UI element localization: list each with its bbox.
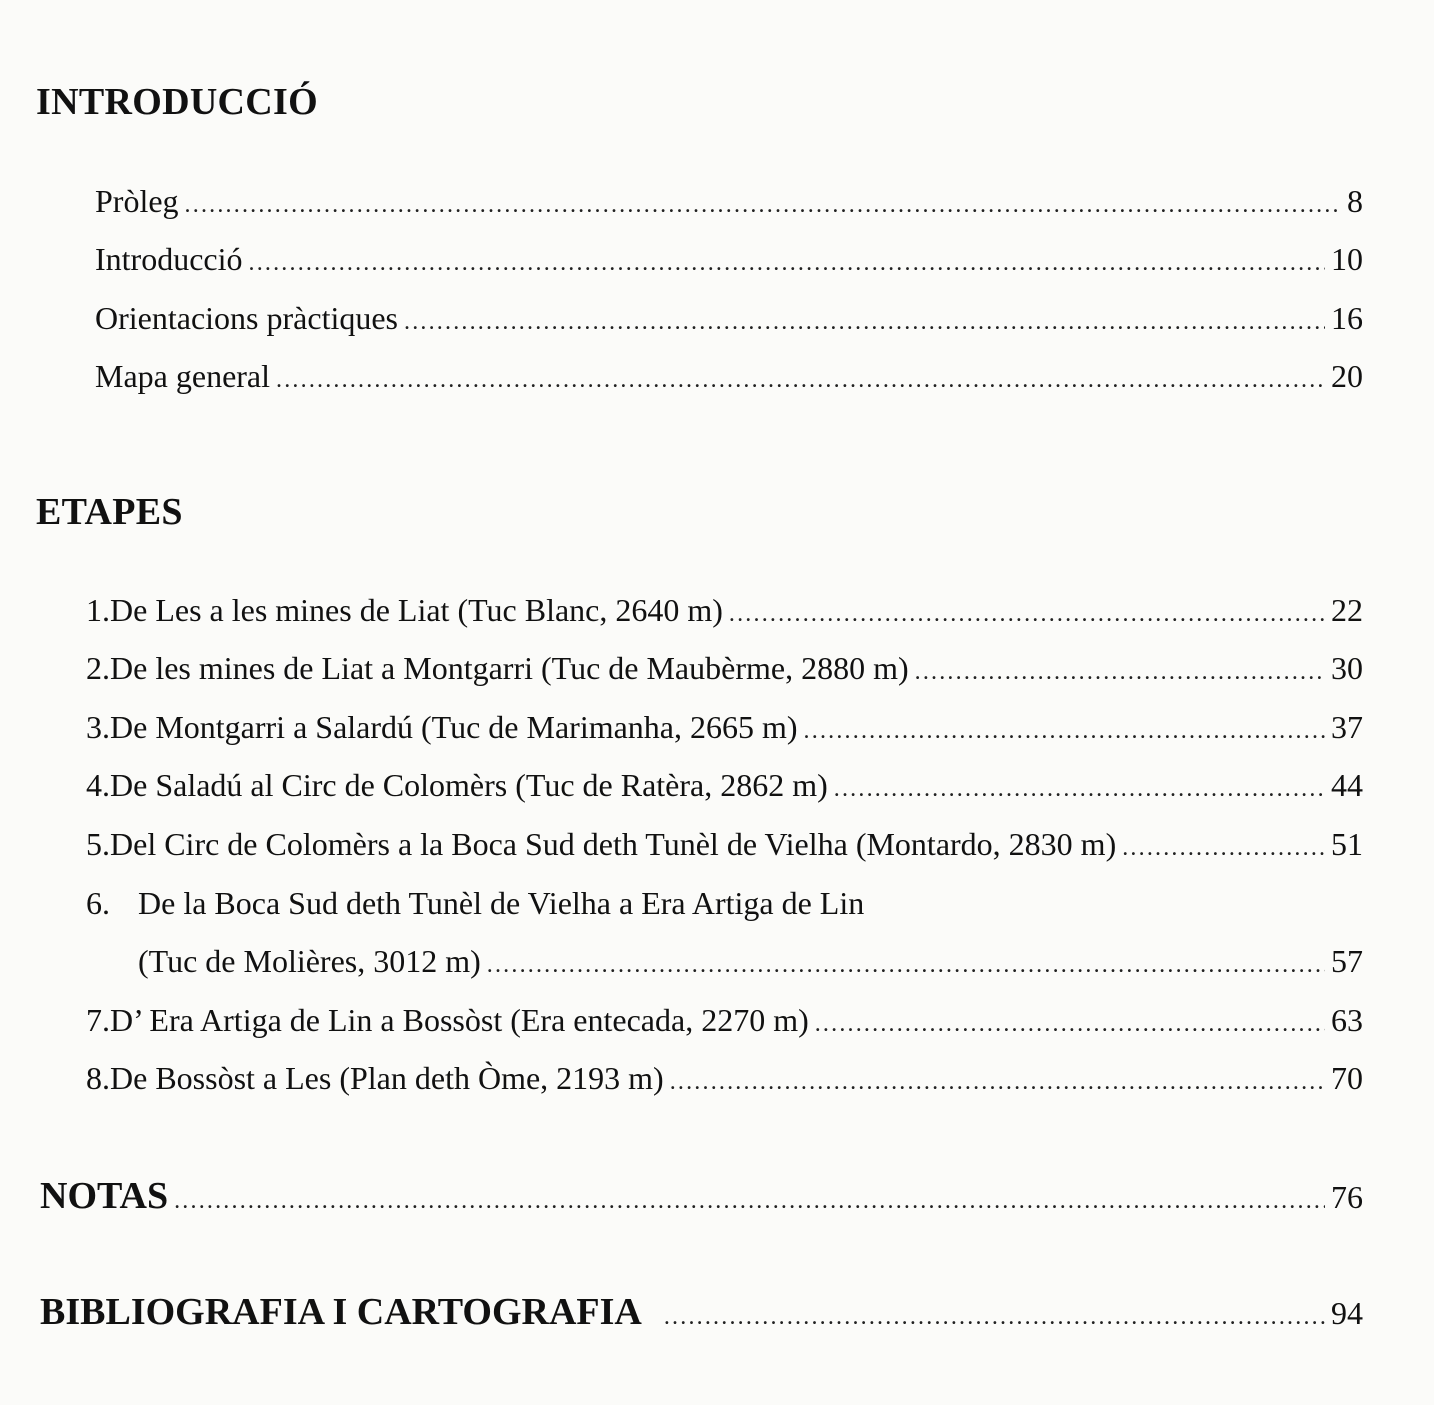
toc-entry-number: 1.	[86, 592, 110, 628]
toc-entry-label: De les mines de Liat a Montgarri (Tuc de Maubèrme, 2880 m)	[110, 650, 909, 686]
toc-entry-label: De la Boca Sud deth Tunèl de Vielha a Era Artiga de Lin	[138, 885, 865, 921]
toc-entry-orientacions[interactable]	[95, 300, 1363, 337]
section-title-bibliografia: BIBLIOGRAFIA I CARTOGRAFIA	[40, 1291, 642, 1333]
toc-entry-number: 5.	[86, 826, 110, 862]
leader-dots	[276, 368, 1325, 392]
toc-entry-label: De Bossòst a Les (Plan deth Òme, 2193 m)	[110, 1060, 664, 1096]
toc-entry-page: 76	[1331, 1179, 1363, 1215]
toc-entry-label: Mapa general	[95, 358, 271, 394]
toc-entry-etapa-7[interactable]	[86, 1002, 1363, 1039]
toc-entry-bibliografia[interactable]	[40, 1290, 1363, 1334]
toc-entry-etapa-4[interactable]	[86, 767, 1363, 804]
leader-dots	[404, 310, 1325, 334]
leader-dots	[664, 1305, 1325, 1329]
toc-entry-number: 2.	[86, 650, 110, 686]
toc-entry-page: 57	[1331, 943, 1363, 979]
toc-entry-number: 6.	[86, 885, 110, 921]
leader-dots	[729, 602, 1325, 626]
toc-entry-page: 44	[1331, 767, 1363, 803]
toc-entry-label: Pròleg	[95, 183, 179, 219]
toc-entry-page: 30	[1331, 650, 1363, 686]
toc-entry-page: 20	[1331, 358, 1363, 394]
toc-entry-label: D’ Era Artiga de Lin a Bossòst (Era entecada, 2270 m)	[110, 1002, 809, 1038]
leader-dots	[815, 1012, 1325, 1036]
toc-entry-etapa-8[interactable]	[86, 1060, 1363, 1097]
toc-entry-page: 51	[1331, 826, 1363, 862]
toc-entry-label: De Saladú al Circ de Colomèrs (Tuc de Ratèra, 2862 m)	[110, 767, 828, 803]
toc-entry-label: Introducció	[95, 241, 243, 277]
toc-entry-page: 94	[1331, 1295, 1363, 1331]
leader-dots	[804, 719, 1325, 743]
toc-entry-number: 7.	[86, 1002, 110, 1038]
section-title-etapes: ETAPES	[36, 491, 183, 533]
leader-dots	[915, 660, 1325, 684]
leader-dots	[487, 953, 1325, 977]
toc-entry-page: 10	[1331, 241, 1363, 277]
leader-dots	[834, 777, 1325, 801]
toc-entry-page: 63	[1331, 1002, 1363, 1038]
toc-entry-mapa-general[interactable]	[95, 358, 1363, 395]
toc-entry-label: De Montgarri a Salardú (Tuc de Marimanha, 2665 m)	[110, 709, 798, 745]
toc-entry-page: 8	[1347, 183, 1363, 219]
toc-entry-number: 3.	[86, 709, 110, 745]
toc-entry-page: 16	[1331, 300, 1363, 336]
leader-dots	[1122, 836, 1325, 860]
toc-entry-number: 4.	[86, 767, 110, 803]
toc-entry-introduccio[interactable]	[95, 241, 1363, 278]
toc-entry-etapa-5[interactable]	[86, 826, 1363, 863]
toc-entry-label: Del Circ de Colomèrs a la Boca Sud deth Tunèl de Vielha (Montardo, 2830 m)	[110, 826, 1117, 862]
section-title-notas: NOTAS	[40, 1175, 169, 1217]
toc-entry-etapa-2[interactable]	[86, 650, 1363, 687]
toc-entry-label-continuation: (Tuc de Molières, 3012 m)	[138, 943, 481, 979]
toc-entry-etapa-6[interactable]	[86, 885, 1363, 922]
toc-entry-proleg[interactable]	[95, 183, 1363, 220]
toc-entry-page: 22	[1331, 592, 1363, 628]
toc-entry-etapa-6-continuation[interactable]	[138, 943, 1363, 980]
leader-dots	[670, 1070, 1325, 1094]
section-title-introduccio: INTRODUCCIÓ	[36, 81, 318, 123]
toc-entry-page: 37	[1331, 709, 1363, 745]
toc-entry-etapa-1[interactable]	[86, 592, 1363, 629]
toc-entry-page: 70	[1331, 1060, 1363, 1096]
toc-entry-label: Orientacions pràctiques	[95, 300, 398, 336]
toc-entry-notas[interactable]	[40, 1174, 1363, 1218]
leader-dots	[249, 251, 1326, 275]
leader-dots	[185, 193, 1341, 217]
toc-entry-number: 8.	[86, 1060, 110, 1096]
leader-dots	[174, 1189, 1325, 1213]
toc-entry-label: De Les a les mines de Liat (Tuc Blanc, 2640 m)	[110, 592, 723, 628]
toc-entry-etapa-3[interactable]	[86, 709, 1363, 746]
